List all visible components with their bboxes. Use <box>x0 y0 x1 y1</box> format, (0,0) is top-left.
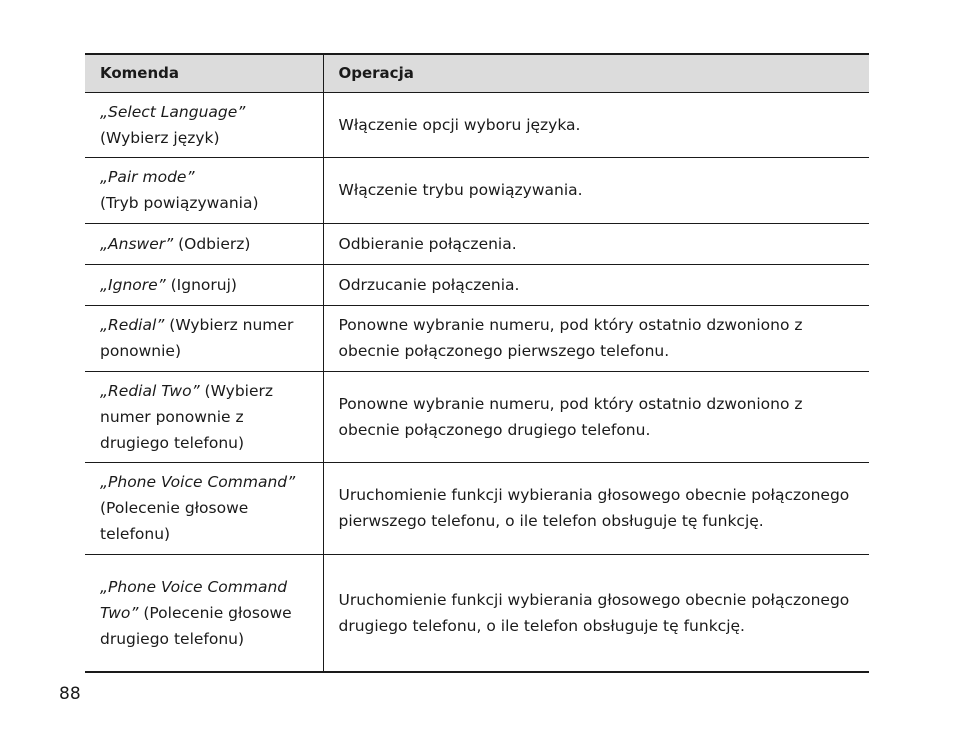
operation-cell: Ponowne wybranie numeru, pod który ostatnio dzwoniono z obecnie połączonego pierwszego telefonu. <box>323 305 869 371</box>
command-quote: „Select Language” <box>100 102 246 121</box>
command-quote: „Phone Voice Command Two” <box>100 577 288 622</box>
command-quote: „Phone Voice Command” <box>100 473 296 491</box>
command-translation: (Wybierz numer ponownie) <box>100 316 294 360</box>
header-operacja: Operacja <box>323 54 869 92</box>
table-row <box>85 92 869 157</box>
command-translation: (Wybierz język) <box>100 128 220 147</box>
page-number: 88 <box>59 684 81 704</box>
operation-cell: Odrzucanie połączenia. <box>323 264 869 305</box>
command-translation: (Polecenie głosowe drugiego telefonu) <box>100 603 292 648</box>
command-cell <box>85 554 323 672</box>
command-translation: (Wybierz numer ponownie z drugiego telefonu) <box>100 381 274 452</box>
voice-command-table <box>85 53 869 673</box>
table-row <box>85 462 869 554</box>
table-row <box>85 264 869 305</box>
table-row <box>85 554 869 672</box>
command-translation: (Polecenie głosowe telefonu) <box>100 499 249 543</box>
operation-cell: Włączenie trybu powiązywania. <box>323 157 869 223</box>
command-quote: „Answer” <box>100 234 174 253</box>
command-quote: „Redial Two” <box>100 381 200 400</box>
command-translation: (Ignoruj) <box>170 275 237 294</box>
header-komenda: Komenda <box>85 54 323 92</box>
table-header-row <box>85 54 869 92</box>
command-cell <box>85 371 323 462</box>
command-quote: „Ignore” <box>100 275 166 294</box>
operation-cell: Uruchomienie funkcji wybierania głosowego obecnie połączonego pierwszego telefonu, o ile telefon obsługuje tę funkcję. <box>323 462 869 554</box>
command-cell <box>85 223 323 264</box>
command-cell <box>85 305 323 371</box>
command-cell <box>85 462 323 554</box>
command-quote: „Redial” <box>100 316 165 334</box>
command-translation: (Odbierz) <box>178 234 251 253</box>
table-row <box>85 305 869 371</box>
command-cell <box>85 264 323 305</box>
command-translation: (Tryb powiązywania) <box>100 194 259 212</box>
operation-cell: Odbieranie połączenia. <box>323 223 869 264</box>
operation-cell: Uruchomienie funkcji wybierania głosowego obecnie połączonego drugiego telefonu, o ile telefon obsługuje tę funkcję. <box>323 554 869 672</box>
table-row <box>85 157 869 223</box>
command-cell <box>85 92 323 157</box>
operation-cell: Włączenie opcji wyboru języka. <box>323 92 869 157</box>
command-cell <box>85 157 323 223</box>
operation-cell: Ponowne wybranie numeru, pod który ostatnio dzwoniono z obecnie połączonego drugiego telefonu. <box>323 371 869 462</box>
table-row <box>85 223 869 264</box>
table-row <box>85 371 869 462</box>
command-quote: „Pair mode” <box>100 168 195 186</box>
